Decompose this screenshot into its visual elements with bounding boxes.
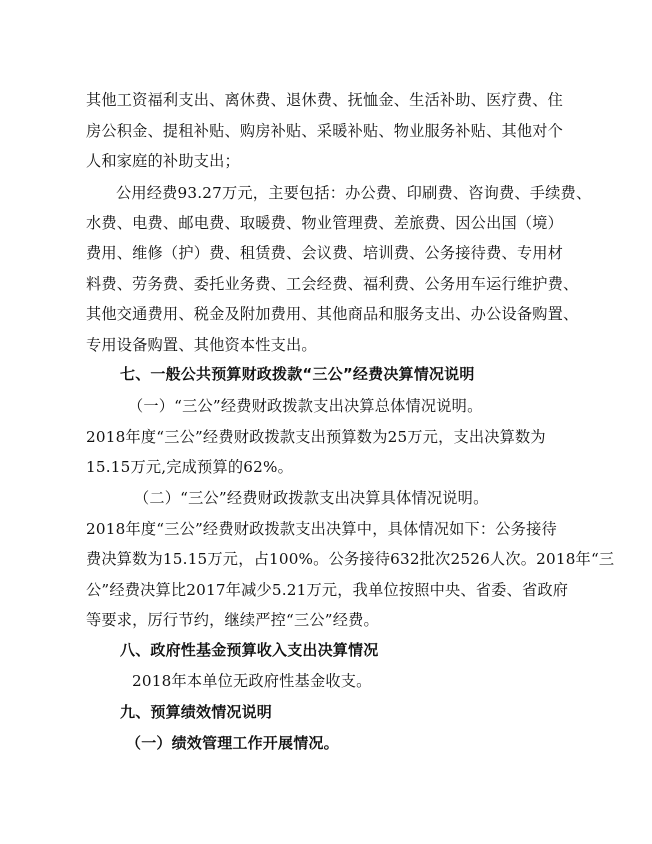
paragraph-line: 2018年度“三公”经费财政拨款支出决算中，具体情况如下：公务接待 [86,520,557,538]
paragraph-line: 等要求，厉行节约，继续严控“三公”经费。 [86,611,379,629]
paragraph-line: 其他交通费用、税金及附加费用、其他商品和服务支出、办公设备购置、 [86,305,579,323]
paragraph-line: 人和家庭的补助支出； [86,152,240,170]
subsection-heading: （一）“三公”经费财政拨款支出决算总体情况说明。 [128,397,483,415]
paragraph-line: 公用经费93.27万元，主要包括：办公费、印刷费、咨询费、手续费、 [116,184,592,202]
subsection-heading: （一）绩效管理工作开展情况。 [126,734,339,752]
paragraph-line: 15.15万元,完成预算的62%。 [86,458,293,476]
paragraph-line: 费用、维修（护）费、租赁费、会议费、培训费、公务接待费、专用材 [86,244,564,262]
section-heading-9: 九、预算绩效情况说明 [120,703,273,721]
paragraph-line: 房公积金、提租补贴、购房补贴、采暖补贴、物业服务补贴、其他对个 [86,122,564,140]
paragraph-line: 其他工资福利支出、离休费、退休费、抚恤金、生活补助、医疗费、住 [86,91,564,109]
paragraph-line: 2018年本单位无政府性基金收支。 [132,672,372,690]
section-heading-8: 八、政府性基金预算收入支出决算情况 [120,641,379,659]
subsection-heading: （二）“三公”经费财政拨款支出决算具体情况说明。 [134,489,489,507]
paragraph-line: 料费、劳务费、委托业务费、工会经费、福利费、公务用车运行维护费、 [86,275,579,293]
paragraph-line: 2018年度“三公”经费财政拨款支出预算数为25万元，支出决算数为 [86,428,546,446]
paragraph-line: 公”经费决算比2017年减少5.21万元，我单位按照中央、省委、省政府 [86,581,569,599]
paragraph-line: 水费、电费、邮电费、取暖费、物业管理费、差旅费、因公出国（境） [86,214,564,232]
paragraph-line: 费决算数为15.15万元，占100%。公务接待632批次2526人次。2018年“三 [86,550,615,568]
section-heading-7: 七、一般公共预算财政拨款“三公”经费决算情况说明 [120,365,475,383]
paragraph-line: 专用设备购置、其他资本性支出。 [86,336,317,354]
